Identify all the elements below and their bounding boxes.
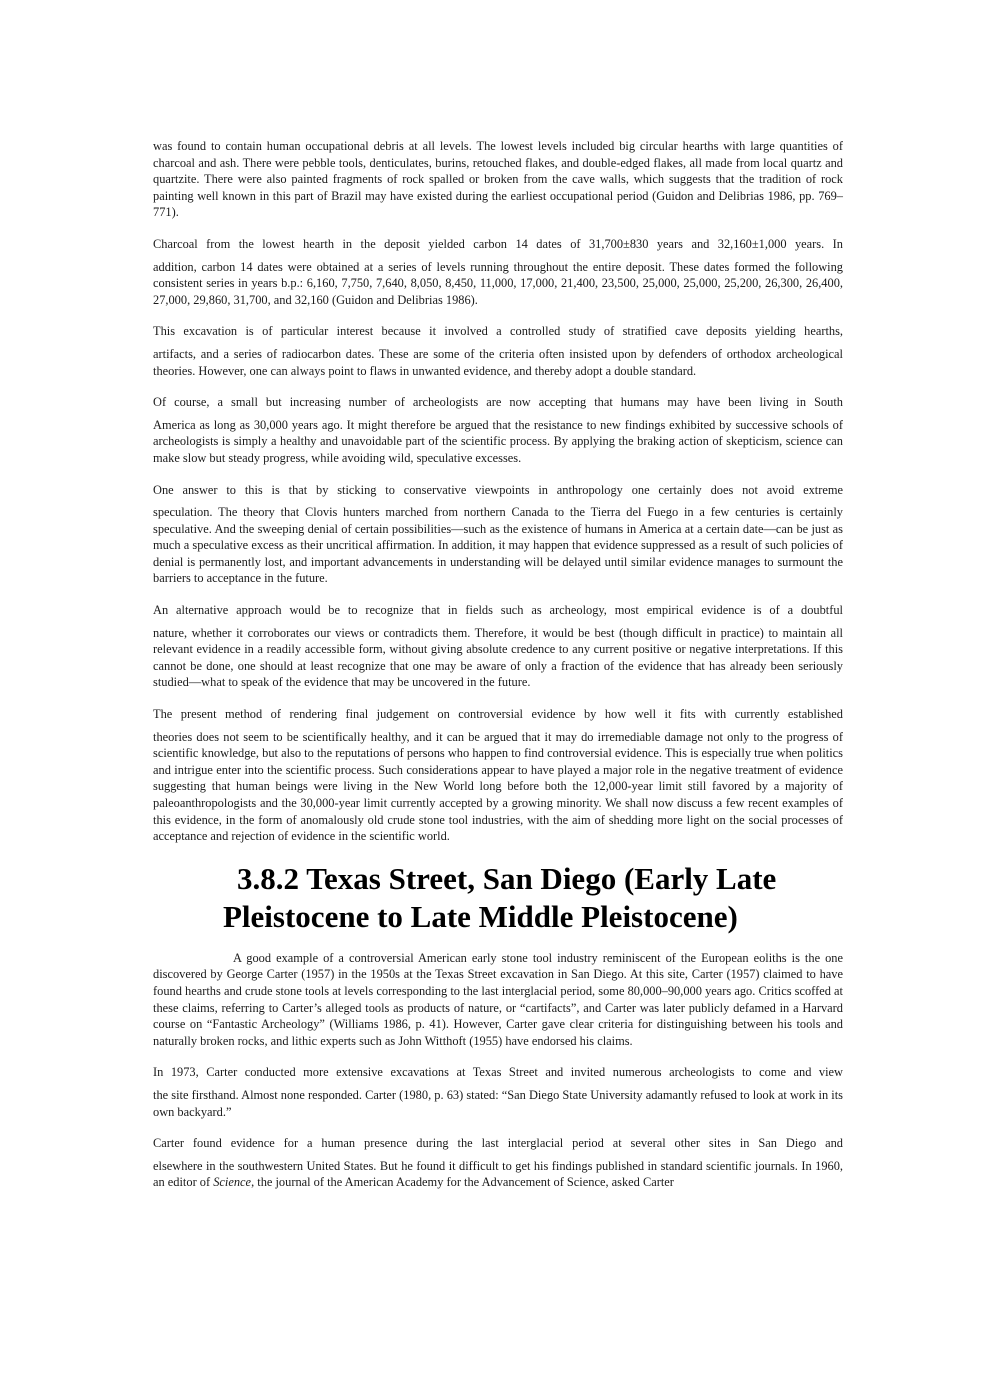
paragraph-text: was found to contain human occupational debris at all levels. The lowest levels included big circular hearths with large quantities of charcoal and ash. There were pebble tools, denticulates, burins, retouched flakes, and double-edged flakes, all made from local quartz and quartzite. There were also painted fragments of rock spalled or broken from the cave walls, which suggests that the tradition of rock painting well known in this part of Brazil may have existed during the earliest occupational period (Guidon and Delibrias 1986, pp. 769–771). — [153, 139, 843, 220]
paragraph-alternative-approach — [153, 602, 843, 691]
paragraph-conservative-viewpoints — [153, 482, 843, 588]
paragraph-excavation-interest — [153, 323, 843, 379]
paragraph-first-line: Charcoal from the lowest hearth in the deposit yielded carbon 14 dates of 31,700±830 years and 32,160±1,000 years. In — [153, 236, 843, 251]
paragraph-first-line: This excavation is of particular interest because it involved a controlled study of stratified cave deposits yielding hearths, — [153, 324, 843, 339]
section-heading-line-1: 3.8.2 Texas Street, San Diego (Early Late — [237, 860, 777, 896]
paragraph-text: speculation. The theory that Clovis hunters marched from northern Canada to the Tierra del Fuego in a few centuries is certainly speculative. And the sweeping denial of certain possibilities—such as the existence of humans in America at a certain date—can be just as much a speculative excess as their uncritical affirmation. In addition, it may happen that evidence suppressed as a result of such policies of denial is permanently lost, and important advancements in understanding will be delayed until similar evidence manages to surmount the barriers to acceptance in the future. — [153, 505, 843, 586]
paragraph-occupational-debris — [153, 138, 843, 221]
paragraph-increasing-archeologists — [153, 394, 843, 466]
section-heading — [153, 860, 843, 936]
paragraph-text — [153, 1158, 843, 1191]
paragraph-text: the site firsthand. Almost none responded. Carter (1980, p. 63) stated: “San Diego State University adamantly refused to look at work in its own backyard.” — [153, 1087, 843, 1119]
paragraph-first-line: An alternative approach would be to recognize that in fields such as archeology, most empirical evidence is of a doubtful — [153, 603, 843, 618]
paragraph-text: artifacts, and a series of radiocarbon dates. These are some of the criteria often insisted upon by defenders of orthodox archeological theories. However, one can always point to flaws in unwanted evidence, and thereby adopt a double standard. — [153, 346, 843, 378]
paragraph-first-line: The present method of rendering final judgement on controversial evidence by how well it fits with currently established — [153, 707, 843, 722]
paragraph-first-line: In 1973, Carter conducted more extensive excavations at Texas Street and invited numerous archeologists to come and view — [153, 1065, 843, 1080]
paragraph-first-line: One answer to this is that by sticking to conservative viewpoints in anthropology one certainly does not avoid extreme — [153, 482, 843, 497]
document-page — [153, 138, 843, 1206]
paragraph-text: America as long as 30,000 years ago. It might therefore be argued that the resistance to new findings exhibited by successive schools of archeologists is simply a healthy and unavoidable part of the scientific process. By applying the braking action of skepticism, science can make slow but steady progress, while avoiding wild, speculative excesses. — [153, 417, 843, 465]
journal-name-italic: Science — [213, 1175, 252, 1190]
paragraph-present-method — [153, 706, 843, 845]
paragraph-first-line: Of course, a small but increasing number of archeologists are now accepting that humans may have been living in South — [153, 395, 843, 410]
paragraph-texas-street-intro: A good example of a controversial American early stone tool industry reminiscent of the European eoliths is the one discovered by George Carter (1957) in the 1950s at the Texas Street excavation in San Diego. At this site, Carter (1957) claimed to have found hearths and crude stone tools at levels corresponding to the last interglacial period, some 80,000–90,000 years ago. Critics scoffed at these claims, referring to Carter’s alleged tools as products of nature, or “cartifacts”, and Carter was later publicly defamed in a Harvard course on “Fantastic Archeology” (Williams 1986, p. 41). However, Carter gave clear criteria for distinguishing between his tools and naturally broken rocks, and lithic experts such as John Witthoft (1955) have endorsed his claims. — [153, 950, 843, 1048]
paragraph-text: addition, carbon 14 dates were obtained at a series of levels running throughout the entire deposit. These dates formed the following consistent series in years b.p.: 6,160, 7,750, 7,640, 8,050, 8,450, 11,000, 17,000, 21,400, 23,500, 25,000, 25,000, 25,200, 26,300, 26,400, 27,000, 29,860, 31,700, and 32,160 (Guidon and Delibrias 1986). — [153, 259, 843, 307]
paragraph-text: theories does not seem to be scientifically healthy, and it can be argued that it may do irremediable damage not only to the progress of scientific knowledge, but also to the reputations of persons who happen to find controversial evidence. This is especially true when politics and intrigue enter into the scientific process. Such considerations appear to have played a major role in the negative treatment of evidence suggesting that human beings were living in the New World long before both the 12,000-year limit still favored by a majority of paleoanthropologists and the 30,000-year limit currently accepted by a growing minority. We shall now discuss a few recent examples of this evidence, in the form of anomalously old crude stone tool industries, with the aim of shedding more light on the social processes of acceptance and rejection of evidence in the scientific world. — [153, 729, 843, 844]
paragraph-first-line: Carter found evidence for a human presence during the last interglacial period at several other sites in San Diego and — [153, 1136, 843, 1151]
paragraph-text-part: , the journal of the American Academy for the Advancement of Science, asked Carter — [251, 1175, 674, 1190]
paragraph-carbon-dates — [153, 236, 843, 308]
paragraph-text-part: elsewhere in the southwestern United States. But he found it difficult to get his findings published in standard scientific journals. In 1960, an editor of — [153, 1158, 843, 1190]
section-heading-line-2: Pleistocene to Late Middle Pleistocene) — [223, 898, 738, 934]
paragraph-carter-1973 — [153, 1064, 843, 1120]
paragraph-carter-interglacial — [153, 1135, 843, 1191]
paragraph-text: nature, whether it corroborates our views or contradicts them. Therefore, it would be best (though difficult in practice) to maintain all relevant evidence in a readily accessible form, without giving absolute credence to any current positive or negative interpretations. If this cannot be done, one should at least recognize that one may be aware of only a fraction of the evidence that has already been seriously studied—what to speak of the evidence that may be uncovered in the future. — [153, 625, 843, 690]
